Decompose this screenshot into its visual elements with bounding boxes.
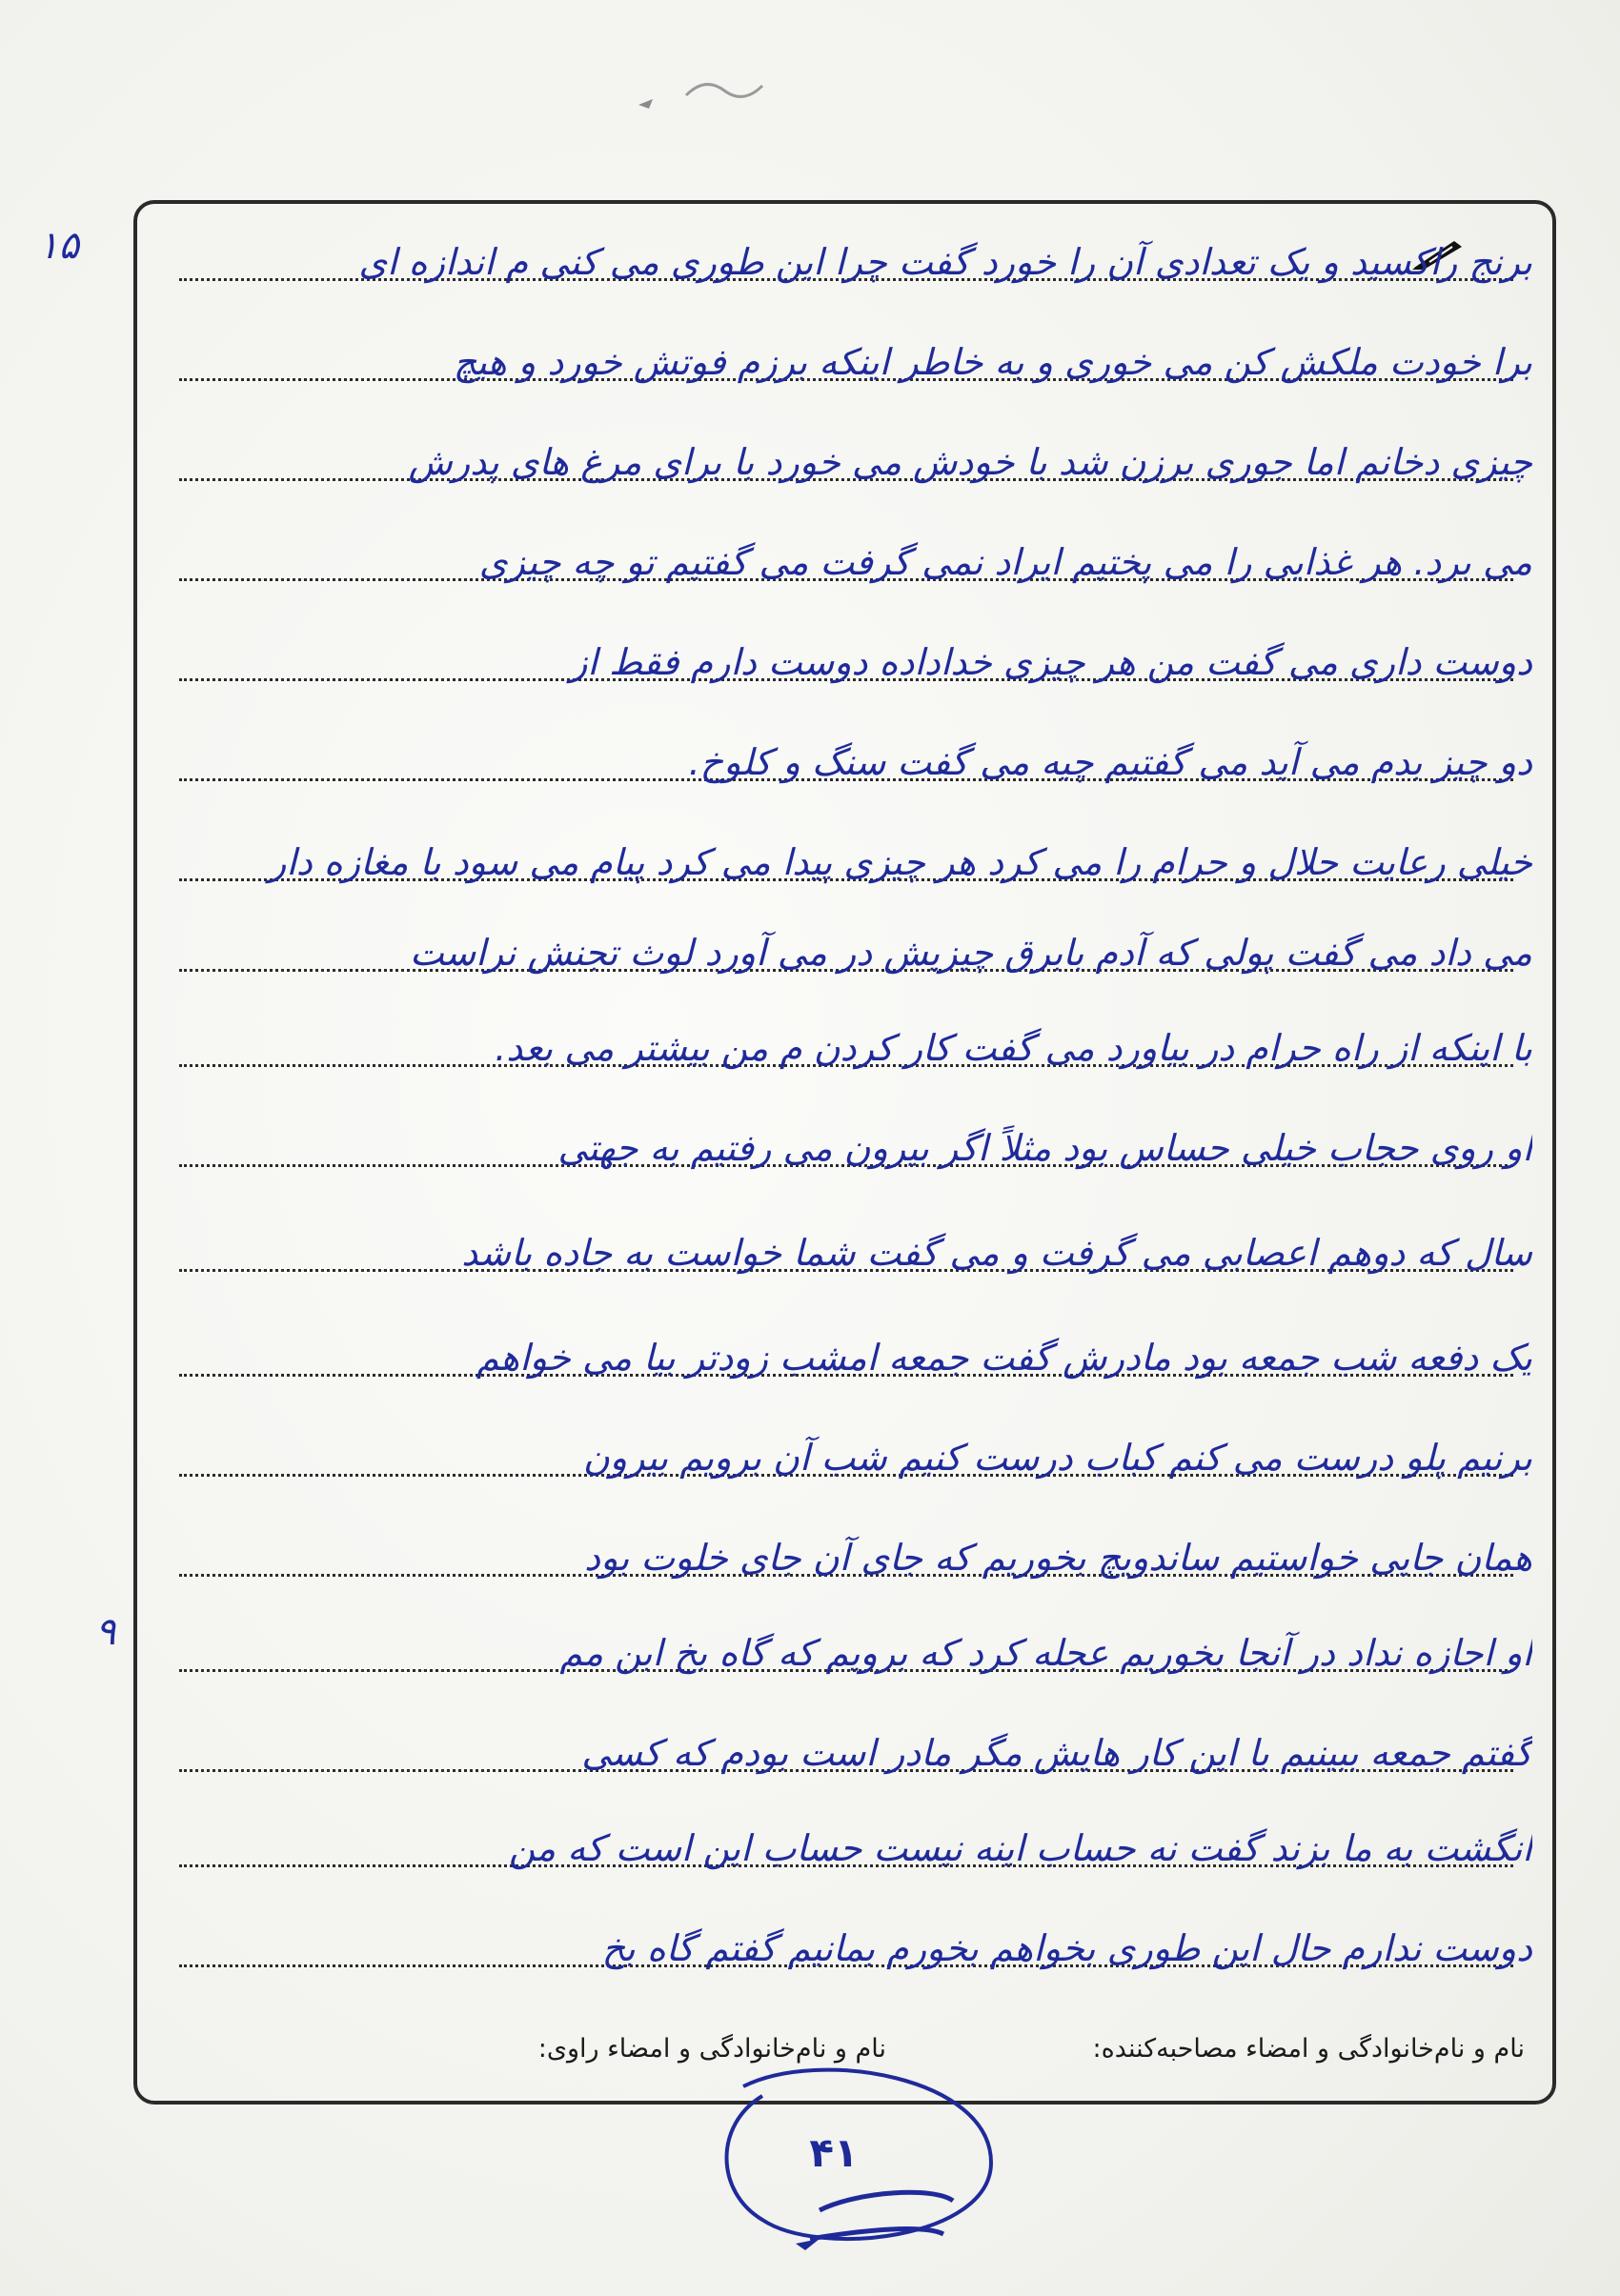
text-line-17 bbox=[141, 1810, 1551, 1877]
handwritten-text: برا خودت ملکش کن می خوری و به خاطر اینکه برزم فوتش خورد و هیچ bbox=[453, 341, 1532, 383]
text-line-1 bbox=[141, 224, 1551, 291]
margin-note-side: ۹ bbox=[95, 1610, 116, 1654]
text-line-13 bbox=[141, 1420, 1551, 1486]
interviewer-signature-label: نام و نام‌خانوادگی و امضاء مصاحبه‌کننده: bbox=[1092, 2034, 1525, 2064]
handwritten-text: یک دفعه شب جمعه بود مادرش گفت جمعه امشب زودتر بیا می خواهم bbox=[476, 1337, 1532, 1379]
text-line-2 bbox=[141, 324, 1551, 391]
text-line-9 bbox=[141, 1010, 1551, 1077]
paper-tear-mark bbox=[619, 57, 810, 114]
handwritten-text: می داد می گفت پولی که آدم بابرق چیزیش در می آورد لوث تجنش نراست bbox=[410, 932, 1532, 974]
narrator-signature-label: نام و نام‌خانوادگی و امضاء راوی: bbox=[537, 2034, 886, 2064]
text-line-14 bbox=[141, 1520, 1551, 1586]
text-line-15 bbox=[141, 1615, 1551, 1682]
text-line-10 bbox=[141, 1110, 1551, 1177]
handwritten-text: چیزی دخانم اما جوری برزن شد با خودش می خورد با برای مرغ های پدرش bbox=[408, 441, 1532, 483]
margin-note-top: ۱۵ bbox=[38, 224, 79, 268]
handwritten-text: برنج راکسید و یک تعدادی آن را خورد گفت چرا این طوری می کنی م اندازه ای bbox=[358, 241, 1532, 283]
handwritten-signature bbox=[705, 2048, 1020, 2267]
text-line-16 bbox=[141, 1715, 1551, 1782]
handwritten-text: با اینکه از راه حرام در بیاورد می گفت کار کردن م من بیشتر می بعد. bbox=[495, 1027, 1532, 1069]
handwritten-text: او اجازه نداد در آنجا بخوریم عجله کرد که برویم که گاه بخ ابن مم bbox=[559, 1632, 1532, 1674]
handwritten-text: او روی حجاب خیلی حساس بود مثلاً اگر بیرون می رفتیم به جهتی bbox=[557, 1127, 1532, 1169]
text-line-4 bbox=[141, 524, 1551, 591]
text-line-18 bbox=[141, 1910, 1551, 1977]
handwritten-text: خیلی رعایت حلال و حرام را می کرد هر چیزی پیدا می کرد پیام می سود با مغازه دار bbox=[268, 841, 1532, 883]
handwritten-text: برنیم پلو درست می کنم کباب درست کنیم شب آن برویم بیرون bbox=[582, 1437, 1532, 1479]
handwritten-text: سال که دوهم اعصابی می گرفت و می گفت شما خواست به جاده باشد bbox=[461, 1232, 1532, 1274]
handwritten-text: گفتم جمعه ببینیم با این کار هایش مگر مادر است بودم که کسی bbox=[581, 1732, 1532, 1774]
text-line-3 bbox=[141, 424, 1551, 491]
text-line-7 bbox=[141, 824, 1551, 891]
handwritten-text: دوست داری می گفت من هر چیزی خداداده دوست دارم فقط از bbox=[570, 641, 1532, 683]
handwritten-text: دو چیز بدم می آید می گفتیم چیه می گفت سنگ و کلوخ. bbox=[688, 741, 1532, 783]
text-line-6 bbox=[141, 724, 1551, 791]
text-line-12 bbox=[141, 1319, 1551, 1386]
text-line-5 bbox=[141, 624, 1551, 691]
handwritten-text: انگشت به ما بزند گفت نه حساب اینه نیست حساب این است که من bbox=[508, 1827, 1532, 1869]
page-number: ۴۱ bbox=[809, 2129, 859, 2176]
handwritten-text: همان جایی خواستیم ساندویچ بخوریم که جای آن جای خلوت بود bbox=[584, 1537, 1532, 1579]
handwritten-text: می برد. هر غذایی را می پختیم ایراد نمی گرفت می گفتیم تو چه چیزی bbox=[478, 541, 1532, 583]
text-line-8 bbox=[141, 915, 1551, 981]
text-line-11 bbox=[141, 1215, 1551, 1281]
handwritten-text: دوست ندارم حال این طوری بخواهم بخورم بمانیم گفتم گاه بخ bbox=[601, 1927, 1532, 1969]
